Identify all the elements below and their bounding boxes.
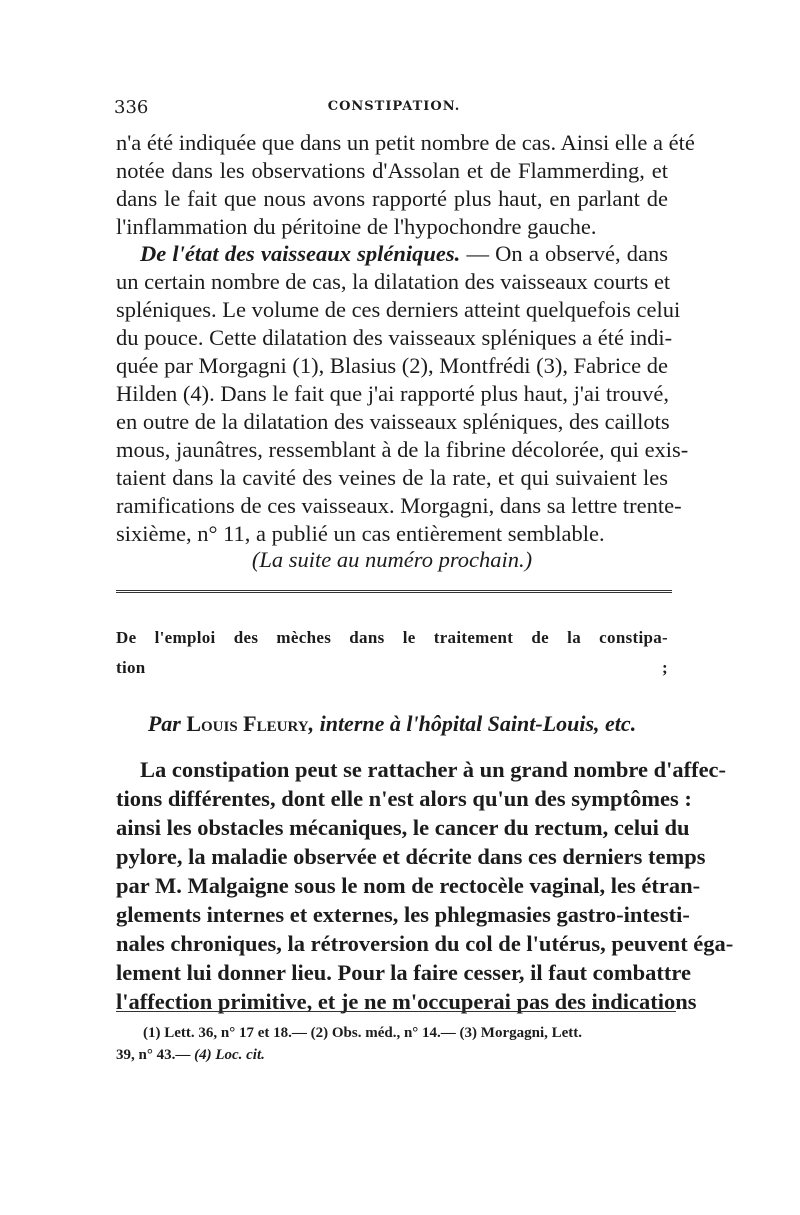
text-line: La constipation peut se rattacher à un grand nombre d'affec- (140, 757, 727, 782)
article-byline (116, 710, 668, 738)
footnote-line: (1) Lett. 36, n° 17 et 18.— (2) Obs. méd., n° 14.— (3) Morgagni, Lett. (143, 1025, 583, 1041)
text-line: lement lui donner lieu. Pour la faire cesser, il faut combattre (116, 960, 691, 985)
text-line: sixième, n° 11, a publié un cas entièrement semblable. (116, 521, 605, 546)
text-line: l'inflammation du péritoine de l'hypochondre gauche. (116, 214, 597, 239)
footnote-loc-cit: (4) Loc. cit. (194, 1047, 265, 1063)
byline-prefix: Par (147, 711, 187, 736)
text-line: pylore, la maladie observée et décrite dans ces derniers temps (116, 844, 706, 869)
text-line: l'affection primitive, et je ne m'occuperai pas des indications (116, 989, 697, 1014)
text-line: du pouce. Cette dilatation des vaisseaux spléniques a été indi- (116, 325, 673, 350)
text-line: spléniques. Le volume de ces derniers atteint quelquefois celui (116, 297, 681, 322)
text-line: nales chroniques, la rétroversion du col de l'utérus, peuvent éga- (116, 931, 734, 956)
article-title: De l'emploi des mèches dans le traitement de la constipa- (116, 628, 668, 647)
page-number: 336 (114, 97, 149, 118)
text-line: mous, jaunâtres, ressemblant à de la fibrine décolorée, qui exis- (116, 437, 689, 462)
section-heading-line (116, 240, 668, 268)
article-title-continuation: tion ; (116, 658, 668, 677)
text-line: n'a été indiquée que dans un petit nombre de cas. Ainsi elle a été (116, 130, 695, 155)
text-line: un certain nombre de cas, la dilatation des vaisseaux courts et (116, 269, 671, 294)
text-line: tions différentes, dont elle n'est alors qu'un des symptômes : (116, 786, 692, 811)
page-header (114, 97, 674, 123)
footnote-ref: 39, n° 43.— (116, 1047, 195, 1063)
text-line: en outre de la dilatation des vaisseaux spléniques, des caillots (116, 409, 670, 434)
text-line: taient dans la cavité des veines de la rate, et qui suivaient les (116, 465, 668, 490)
text-line: dans le fait que nous avons rapporté plus haut, en parlant de (116, 186, 668, 211)
text-line: ainsi les obstacles mécaniques, le cancer du rectum, celui du (116, 815, 690, 840)
text-line: glements internes et externes, les phlegmasies gastro-intesti- (116, 902, 690, 927)
running-head: CONSTIPATION. (327, 99, 461, 114)
text-line: quée par Morgagni (1), Blasius (2), Montfrédi (3), Fabrice de (116, 353, 668, 378)
text-line: par M. Malgaigne sous le nom de rectocèle vaginal, les étran- (116, 873, 701, 898)
section-heading-continuation: — On a observé, dans (460, 241, 669, 266)
section-divider (116, 590, 672, 594)
text-line: Hilden (4). Dans le fait que j'ai rapporté plus haut, j'ai trouvé, (116, 381, 669, 406)
footnote-divider (116, 1011, 676, 1012)
footnote-line (116, 1044, 646, 1066)
section-heading: De l'état des vaisseaux spléniques. (140, 241, 461, 266)
text-line: ramifications de ces vaisseaux. Morgagni, dans sa lettre trente- (116, 493, 682, 518)
to-be-continued-note: (La suite au numéro prochain.) (251, 547, 533, 572)
text-line: notée dans les observations d'Assolan et de Flammerding, et (116, 158, 668, 183)
byline-author: Louis Fleury (186, 711, 309, 736)
byline-suffix: , interne à l'hôpital Saint-Louis, etc. (308, 711, 637, 736)
